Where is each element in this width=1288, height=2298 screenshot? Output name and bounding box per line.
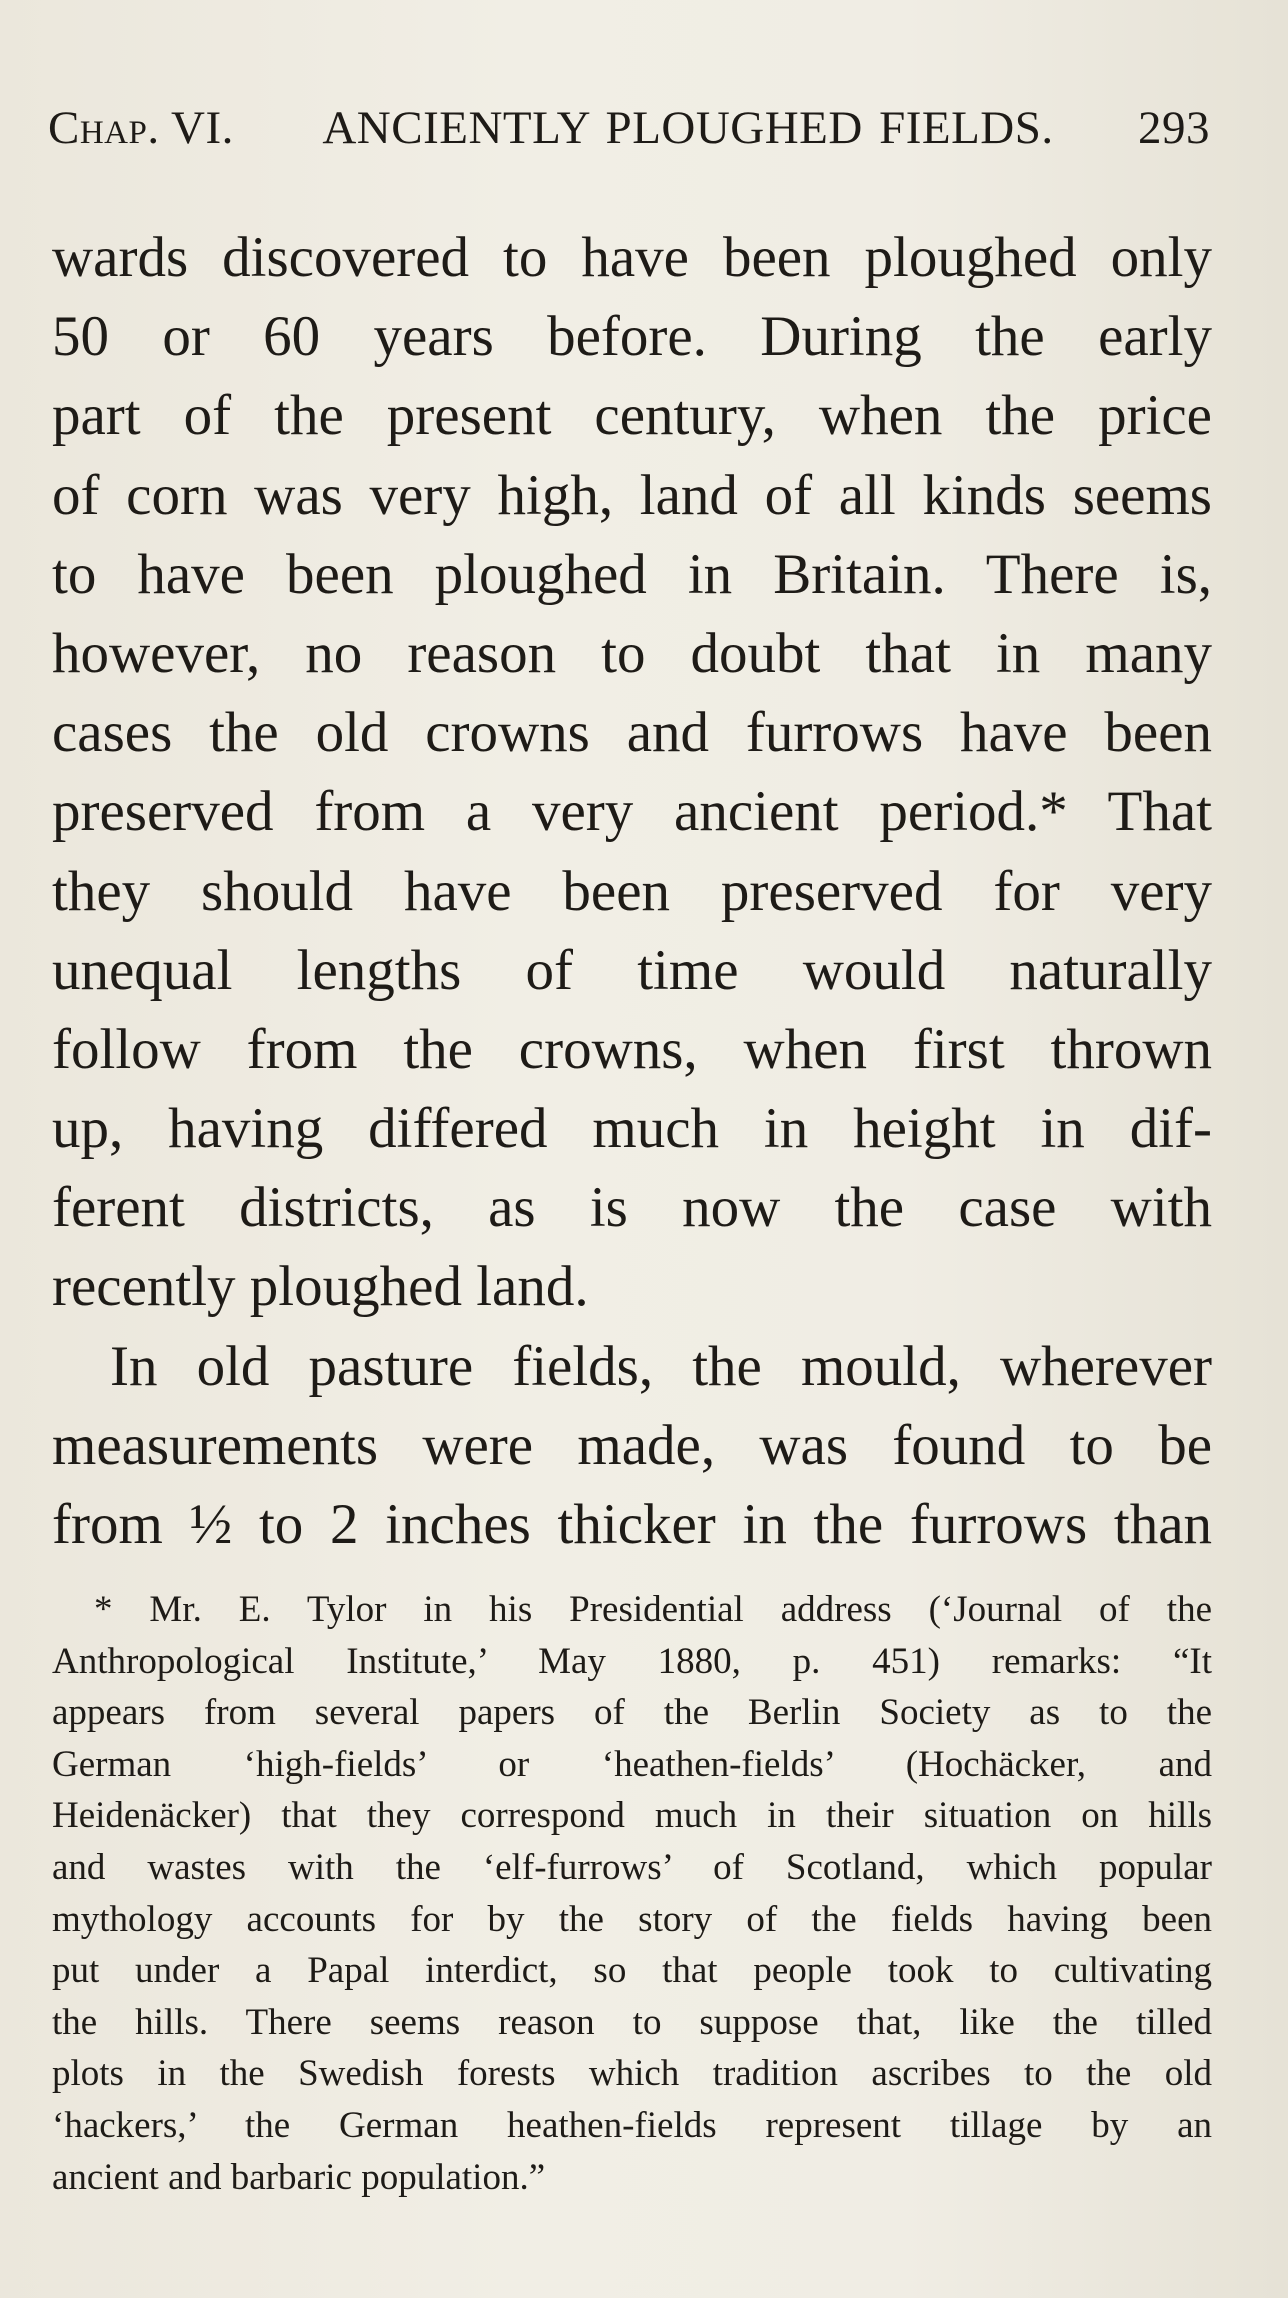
body-line: follow from the crowns, when first thrown [52, 1017, 1212, 1081]
footnote-line: Heidenäcker) that they correspond much in their situation on hills [52, 1795, 1212, 1837]
body-line: In old pasture fields, the mould, wherever [110, 1334, 1212, 1398]
body-line: preserved from a very ancient period.* That [52, 780, 1212, 844]
footnote-line: and wastes with the ‘elf-furrows’ of Scotland, which popular [52, 1846, 1212, 1888]
running-header [48, 98, 1210, 158]
running-title: ANCIENTLY PLOUGHED FIELDS. [322, 102, 1054, 154]
footnote-line: ancient and barbaric population.” [52, 2156, 546, 2198]
footnote [52, 1584, 1212, 2203]
body-line: however, no reason to doubt that in many [52, 621, 1212, 685]
footnote-line: Anthropological Institute,’ May 1880, p. 451) remarks: “It [52, 1640, 1212, 1682]
body-line: unequal lengths of time would naturally [52, 938, 1212, 1002]
body-line: from ½ to 2 inches thicker in the furrows than [52, 1493, 1212, 1556]
body-text [52, 218, 1212, 1564]
body-line: to have been ploughed in Britain. There is, [52, 542, 1212, 606]
footnote-line: put under a Papal interdict, so that people took to cultivating [52, 1950, 1212, 1992]
body-line: cases the old crowns and furrows have been [52, 701, 1212, 765]
body-line: part of the present century, when the price [52, 384, 1212, 448]
footnote-line: appears from several papers of the Berlin Society as to the [52, 1692, 1212, 1734]
body-line: up, having differed much in height in dif- [52, 1097, 1212, 1161]
body-line: ferent districts, as is now the case with [52, 1176, 1212, 1240]
body-line: wards discovered to have been ploughed only [52, 226, 1212, 289]
footnote-line: * Mr. E. Tylor in his Presidential address (‘Journal of the [94, 1589, 1212, 1630]
page-number: 293 [1138, 102, 1210, 154]
footnote-line: the hills. There seems reason to suppose that, like the tilled [52, 2001, 1212, 2043]
body-line: they should have been preserved for very [52, 859, 1212, 923]
body-line: recently ploughed land. [52, 1255, 589, 1319]
footnote-line: German ‘high-fields’ or ‘heathen-fields’ (Hochäcker, and [52, 1743, 1212, 1785]
footnote-line: ‘hackers,’ the German heathen-fields represent tillage by an [52, 2104, 1212, 2146]
body-line: measurements were made, was found to be [52, 1413, 1212, 1477]
body-line: of corn was very high, land of all kinds seems [52, 463, 1212, 527]
footnote-line: mythology accounts for by the story of the fields having been [52, 1898, 1212, 1940]
body-line: 50 or 60 years before. During the early [52, 305, 1212, 369]
chapter-label: Chap. VI. [48, 102, 234, 154]
footnote-line: plots in the Swedish forests which tradition ascribes to the old [52, 2053, 1212, 2095]
